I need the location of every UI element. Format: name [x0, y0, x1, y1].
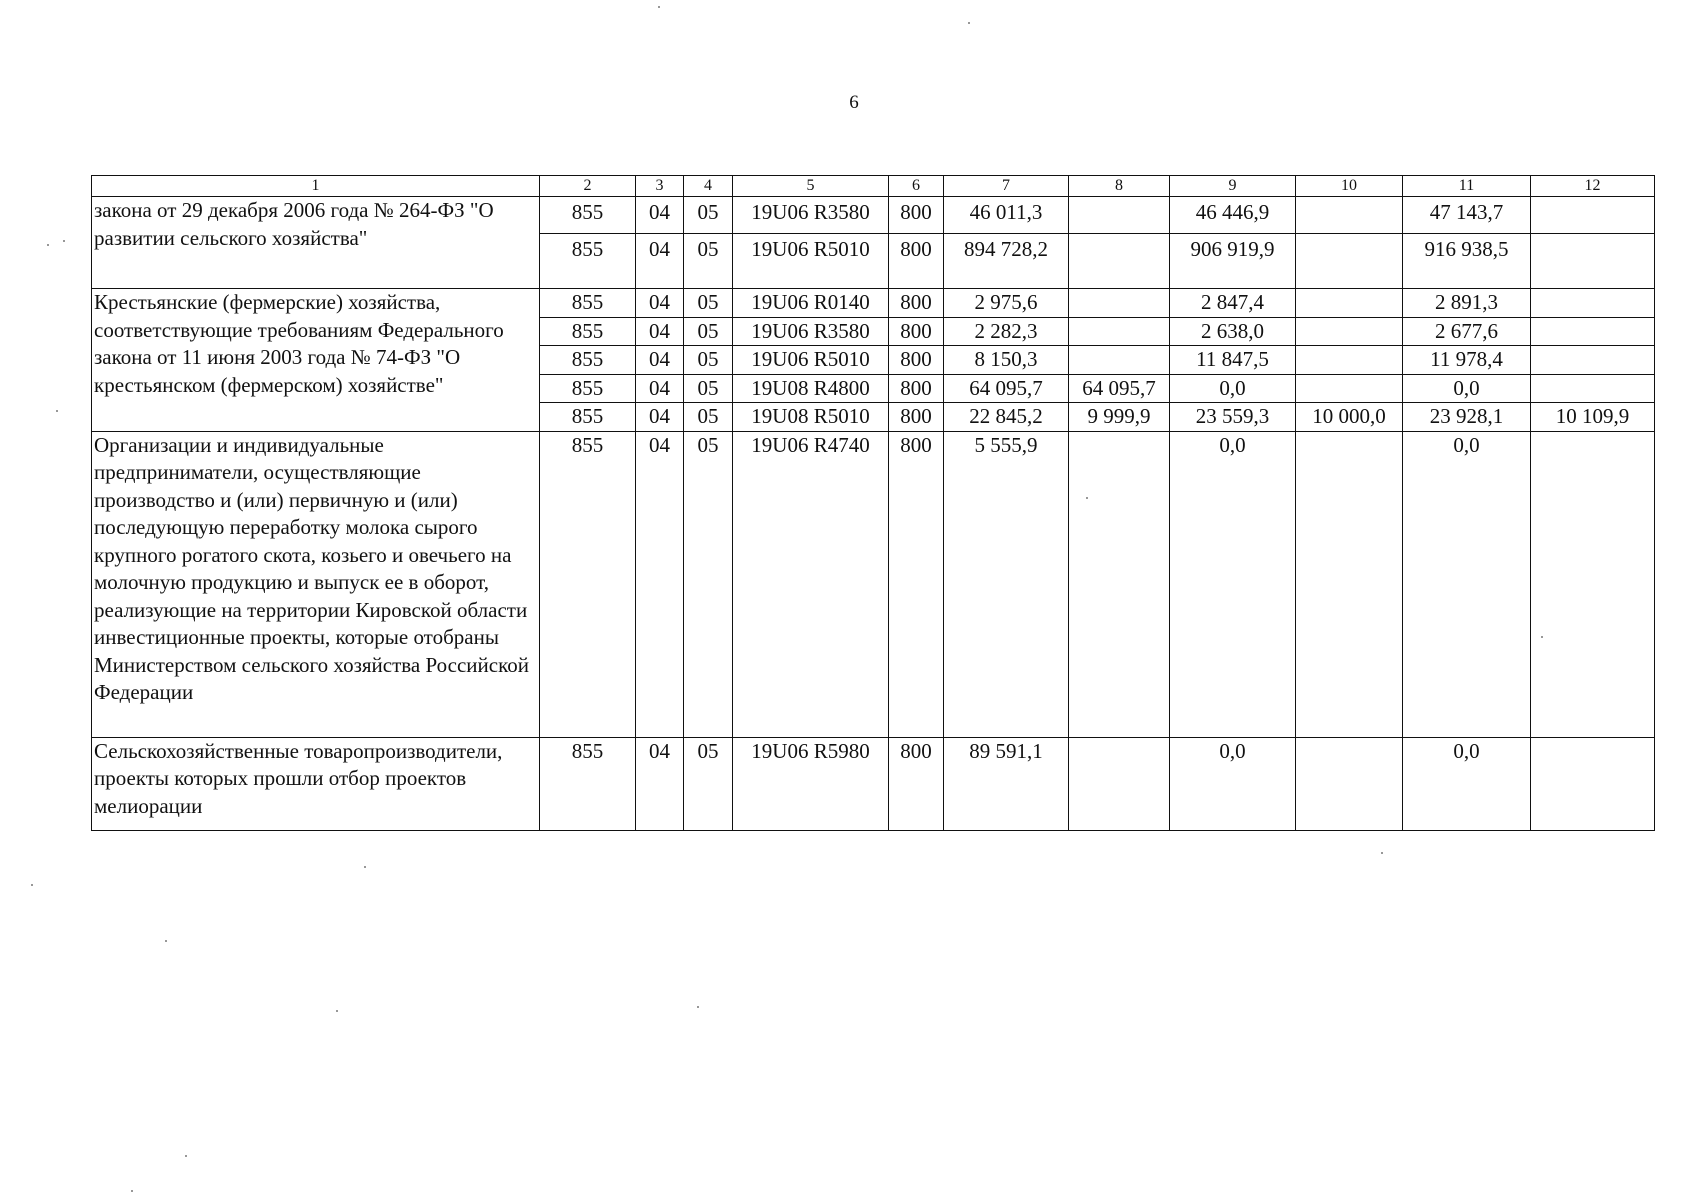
- table-cell: 10 000,0: [1296, 403, 1403, 432]
- header-cell: 10: [1296, 176, 1403, 197]
- table-cell: [1296, 737, 1403, 830]
- table-cell: 0,0: [1403, 737, 1531, 830]
- table-cell: 800: [889, 289, 944, 318]
- table-cell: [1531, 346, 1655, 375]
- table-cell: [1069, 234, 1170, 289]
- table-cell: [1296, 197, 1403, 234]
- table-cell: [1531, 234, 1655, 289]
- table-cell: 19U06 R3580: [733, 317, 889, 346]
- table-cell: 855: [540, 431, 636, 737]
- table-cell: 05: [684, 346, 733, 375]
- table-cell: [1069, 737, 1170, 830]
- table-cell: 05: [684, 737, 733, 830]
- table-cell: 855: [540, 317, 636, 346]
- table-cell: 05: [684, 197, 733, 234]
- table-cell: 8 150,3: [944, 346, 1069, 375]
- table-cell: 19U08 R4800: [733, 374, 889, 403]
- table-header-row: [92, 176, 1655, 197]
- scan-speck: [56, 410, 58, 412]
- table-cell: [1296, 234, 1403, 289]
- scan-speck: [131, 1190, 133, 1192]
- table-cell: 46 446,9: [1170, 197, 1296, 234]
- table-row: [92, 737, 1655, 830]
- table-cell: 800: [889, 317, 944, 346]
- header-cell: 1: [92, 176, 540, 197]
- table-cell: 04: [636, 431, 684, 737]
- header-cell: 3: [636, 176, 684, 197]
- table-cell: 0,0: [1403, 374, 1531, 403]
- header-cell: 5: [733, 176, 889, 197]
- table-cell: 800: [889, 431, 944, 737]
- table-cell: 894 728,2: [944, 234, 1069, 289]
- table-cell: [1069, 317, 1170, 346]
- table-cell: [1531, 737, 1655, 830]
- table-cell: 22 845,2: [944, 403, 1069, 432]
- table-cell: 800: [889, 403, 944, 432]
- table-cell: [1296, 317, 1403, 346]
- table-row: [92, 431, 1655, 737]
- table-cell: 05: [684, 317, 733, 346]
- table-cell: 19U08 R5010: [733, 403, 889, 432]
- budget-table: [91, 175, 1655, 831]
- scan-speck: [185, 1155, 187, 1157]
- table-cell: 800: [889, 197, 944, 234]
- table-cell: 64 095,7: [944, 374, 1069, 403]
- table-cell: [1069, 197, 1170, 234]
- table-cell: [1069, 431, 1170, 737]
- table-cell: 05: [684, 403, 733, 432]
- table-cell: 19U06 R4740: [733, 431, 889, 737]
- table-cell: 2 891,3: [1403, 289, 1531, 318]
- table-cell: 89 591,1: [944, 737, 1069, 830]
- scan-speck: [47, 244, 49, 246]
- table-cell: 04: [636, 374, 684, 403]
- table-cell: 04: [636, 737, 684, 830]
- scan-speck: [697, 1006, 699, 1008]
- table-cell: 855: [540, 234, 636, 289]
- table-cell: 04: [636, 197, 684, 234]
- table-cell: 800: [889, 346, 944, 375]
- scan-speck: [336, 1010, 338, 1012]
- table-cell: 855: [540, 737, 636, 830]
- table-cell: 2 975,6: [944, 289, 1069, 318]
- table-cell: 0,0: [1170, 737, 1296, 830]
- scan-speck: [364, 866, 366, 868]
- table-cell: 46 011,3: [944, 197, 1069, 234]
- table-cell: [1296, 346, 1403, 375]
- table-cell: 11 847,5: [1170, 346, 1296, 375]
- table-cell: 2 638,0: [1170, 317, 1296, 346]
- table-cell: 05: [684, 289, 733, 318]
- table-cell: [1069, 346, 1170, 375]
- table-cell: 9 999,9: [1069, 403, 1170, 432]
- table-cell: 04: [636, 346, 684, 375]
- table-cell: 11 978,4: [1403, 346, 1531, 375]
- table-cell: [1296, 431, 1403, 737]
- table-cell: 855: [540, 289, 636, 318]
- table-row: [92, 197, 1655, 234]
- table-cell: 05: [684, 374, 733, 403]
- table-cell: 23 559,3: [1170, 403, 1296, 432]
- table-cell: 800: [889, 737, 944, 830]
- header-cell: 9: [1170, 176, 1296, 197]
- scan-speck: [658, 6, 660, 8]
- header-cell: 6: [889, 176, 944, 197]
- table-cell: 855: [540, 374, 636, 403]
- table-cell: 800: [889, 234, 944, 289]
- header-cell: 11: [1403, 176, 1531, 197]
- table-cell: 23 928,1: [1403, 403, 1531, 432]
- table-cell: 0,0: [1170, 431, 1296, 737]
- row-description: Крестьянские (фермерские) хозяйства, соответствующие требованиям Федерального закона от 11 июня 2003 года № 74-ФЗ "О крестьянском (фермерском) хозяйстве": [92, 289, 540, 432]
- table-cell: 04: [636, 289, 684, 318]
- table-cell: 64 095,7: [1069, 374, 1170, 403]
- table-cell: 906 919,9: [1170, 234, 1296, 289]
- page-number: 6: [849, 92, 859, 113]
- table-cell: [1531, 289, 1655, 318]
- header-cell: 8: [1069, 176, 1170, 197]
- table-cell: 0,0: [1403, 431, 1531, 737]
- table-cell: [1296, 289, 1403, 318]
- header-cell: 7: [944, 176, 1069, 197]
- table-cell: 855: [540, 197, 636, 234]
- table-cell: [1531, 197, 1655, 234]
- table-cell: 47 143,7: [1403, 197, 1531, 234]
- table-cell: 2 847,4: [1170, 289, 1296, 318]
- table-cell: [1531, 317, 1655, 346]
- scan-speck: [1541, 636, 1543, 638]
- scan-speck: [1086, 497, 1088, 499]
- table-cell: 04: [636, 234, 684, 289]
- header-cell: 12: [1531, 176, 1655, 197]
- table-cell: 05: [684, 234, 733, 289]
- table-cell: 04: [636, 317, 684, 346]
- table-cell: 855: [540, 403, 636, 432]
- table-cell: 19U06 R3580: [733, 197, 889, 234]
- table-cell: 855: [540, 346, 636, 375]
- table-cell: 19U06 R5980: [733, 737, 889, 830]
- table-cell: 2 282,3: [944, 317, 1069, 346]
- header-cell: 2: [540, 176, 636, 197]
- table-cell: 05: [684, 431, 733, 737]
- table-cell: 19U06 R5010: [733, 346, 889, 375]
- table-cell: 800: [889, 374, 944, 403]
- table-cell: 916 938,5: [1403, 234, 1531, 289]
- table-cell: 0,0: [1170, 374, 1296, 403]
- table-cell: 2 677,6: [1403, 317, 1531, 346]
- scan-speck: [1381, 852, 1383, 854]
- row-description: закона от 29 декабря 2006 года № 264-ФЗ "О развитии сельского хозяйства": [92, 197, 540, 289]
- row-description: Организации и индивидуальные предприниматели, осуществляющие производство и (или) первичную и (или) последующую переработку молока сырого крупного рогатого скота, козьего и овечьего на молочную продукцию и выпуск ее в оборот, реализующие на территории Кировской области инвестиционные проекты, которые отобраны Министерством сельского хозяйства Российской Федерации: [92, 431, 540, 737]
- table-cell: 10 109,9: [1531, 403, 1655, 432]
- table-cell: 19U06 R5010: [733, 234, 889, 289]
- table-cell: [1531, 374, 1655, 403]
- table-cell: 5 555,9: [944, 431, 1069, 737]
- row-description: Сельскохозяйственные товаропроизводители, проекты которых прошли отбор проектов мелиорации: [92, 737, 540, 830]
- table-cell: [1069, 289, 1170, 318]
- table-row: [92, 289, 1655, 318]
- header-cell: 4: [684, 176, 733, 197]
- scan-speck: [165, 940, 167, 942]
- table-cell: 19U06 R0140: [733, 289, 889, 318]
- scan-speck: [968, 22, 970, 24]
- table-cell: [1296, 374, 1403, 403]
- table-cell: 04: [636, 403, 684, 432]
- scan-speck: [31, 884, 33, 886]
- table-cell: [1531, 431, 1655, 737]
- scan-speck: [63, 240, 65, 242]
